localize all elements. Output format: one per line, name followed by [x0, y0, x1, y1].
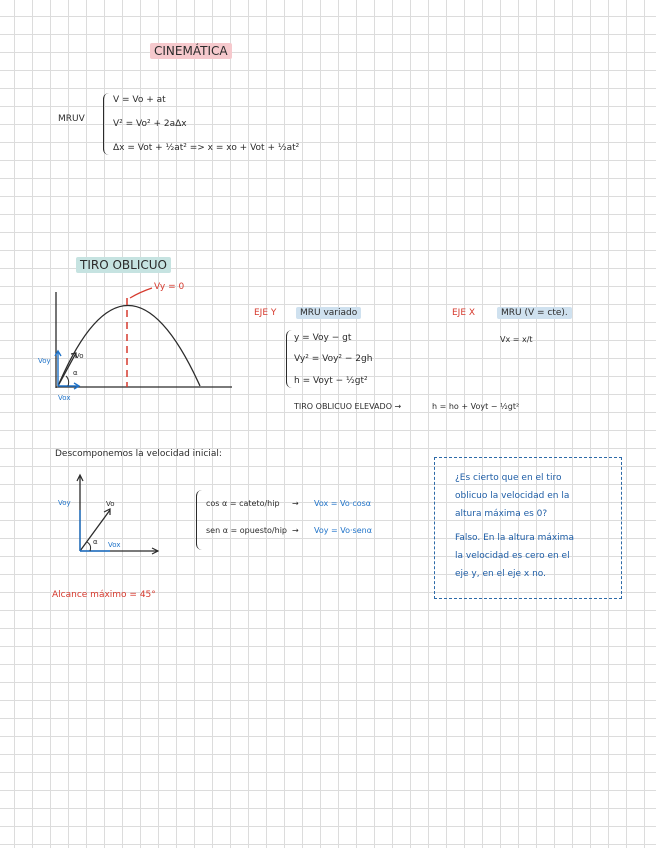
trajectory-curve — [58, 306, 200, 387]
question-line-3: altura máxima es 0? — [455, 509, 548, 519]
alpha-arc — [66, 376, 69, 386]
decomposition-diagram — [70, 470, 190, 560]
eje-x-label: EJE X — [452, 308, 476, 318]
question-line-2: oblicuo la velocidad en la — [455, 491, 570, 501]
alpha-label: α — [73, 369, 78, 377]
max-height-arrow — [130, 288, 152, 298]
page-title: CINEMÁTICA — [150, 45, 232, 57]
eje-y-brace — [286, 330, 293, 388]
question-box — [434, 457, 622, 599]
mruv-eq-position: Δx = Vot + ½at² => x = xo + Vot + ½at² — [113, 143, 300, 153]
tiro-elevado-label: TIRO OBLICUO ELEVADO → — [294, 402, 402, 411]
cos-arrow: → — [292, 499, 299, 508]
projectile-diagram — [40, 280, 280, 400]
sen-arrow: → — [292, 526, 299, 535]
voy-label: Voy — [38, 357, 51, 365]
sen-equation: sen α = opuesto/hip — [206, 526, 287, 535]
eje-y-eq-velocity: y = Voy − gt — [294, 333, 352, 343]
vox-label: Vox — [58, 394, 71, 402]
question-line-1: ¿Es cierto que en el tiro — [455, 473, 562, 483]
mruv-eq-velocity: V = Vo + at — [113, 95, 166, 105]
decomp-alpha-arc — [87, 542, 91, 551]
decomp-vox-label: Vox — [108, 541, 121, 549]
mruv-eq-torricelli: V² = Vo² + 2aΔx — [113, 119, 187, 129]
alcance-maximo: Alcance máximo = 45° — [52, 590, 156, 600]
eje-y-type: MRU variado — [296, 309, 361, 318]
tiro-elevado-equation: h = ho + Voyt − ½gt² — [432, 402, 520, 411]
cos-result: Vox = Vo·cosα — [314, 499, 372, 508]
trig-brace — [196, 490, 203, 550]
eje-y-eq-torricelli: Vy² = Voy² − 2gh — [294, 354, 373, 364]
decomp-vo-label: Vo — [106, 500, 115, 508]
answer-line-3: eje y, en el eje x no. — [455, 569, 547, 579]
sen-result: Voy = Vo·senα — [314, 526, 372, 535]
mruv-brace — [103, 93, 110, 155]
vy-zero-label: Vy = 0 — [154, 282, 185, 292]
cos-equation: cos α = cateto/hip — [206, 499, 280, 508]
vo-label: Vo — [75, 352, 84, 360]
eje-x-type: MRU (V = cte). — [497, 309, 572, 318]
answer-line-2: la velocidad es cero en el — [455, 551, 570, 561]
tiro-heading: TIRO OBLICUO — [76, 259, 171, 271]
decomp-alpha-label: α — [93, 538, 98, 546]
eje-y-label: EJE Y — [254, 308, 277, 318]
descomp-heading: Descomponemos la velocidad inicial: — [55, 449, 222, 459]
answer-line-1: Falso. En la altura máxima — [455, 533, 574, 543]
mruv-label: MRUV — [58, 114, 85, 124]
decomp-voy-label: Voy — [58, 499, 71, 507]
eje-y-eq-height: h = Voyt − ½gt² — [294, 376, 368, 386]
eje-x-equation: Vx = x/t — [500, 335, 533, 344]
